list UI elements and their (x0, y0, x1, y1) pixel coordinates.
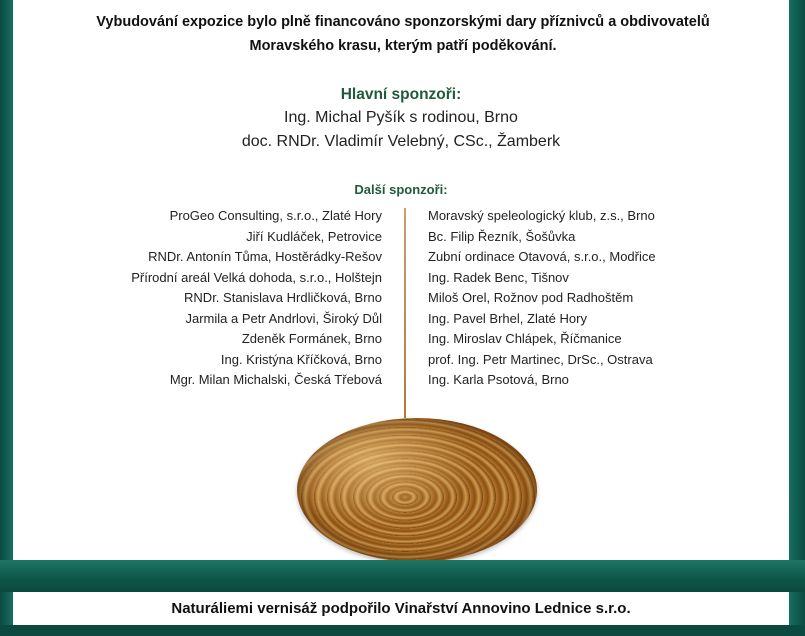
main-sponsor-item: doc. RNDr. Vladimír Velebný, CSc., Žamberk (241, 133, 561, 150)
sponsor-item: prof. Ing. Petr Martinec, DrSc., Ostrava (428, 351, 653, 367)
sponsor-item: Bc. Filip Řezník, Šošůvka (428, 228, 576, 244)
sponsor-item: RNDr. Stanislava Hrdličková, Brno (184, 290, 382, 305)
footer-text: Naturáliemi vernisáž podpořilo Vinařství Annovino Lednice s.r.o. (171, 600, 631, 617)
sponsor-item: Zdeněk Formánek, Brno (241, 331, 382, 346)
frame-right-border (789, 0, 805, 636)
frame-left-border (0, 0, 13, 636)
sponsor-item: RNDr. Antonín Tůma, Hostěrádky-Rešov (148, 249, 382, 264)
sponsor-item: Ing. Radek Benc, Tišnov (428, 269, 569, 285)
decorative-band (0, 560, 805, 592)
sponsor-item: Mgr. Milan Michalski, Česká Třebová (169, 372, 382, 387)
sponsor-item: Přírodní areál Velká dohoda, s.r.o., Holštejn (131, 269, 382, 285)
sponsor-item: Jarmila a Petr Andrlovi, Široký Důl (185, 310, 382, 326)
sponsor-item: Ing. Pavel Brhel, Zlaté Hory (428, 310, 587, 326)
main-sponsors-heading: Hlavní sponzoři: (340, 86, 462, 103)
intro-line-2: Moravského krasu, kterým patří poděkování. (249, 38, 557, 54)
sponsor-item: Miloš Orel, Rožnov pod Radhoštěm (428, 290, 634, 305)
sponsor-panel (13, 0, 789, 560)
sponsor-item: ProGeo Consulting, s.r.o., Zlaté Hory (169, 208, 382, 223)
other-sponsors-heading: Další sponzoři: (354, 182, 448, 197)
sponsor-item: Ing. Miroslav Chlápek, Říčmanice (428, 331, 622, 346)
sponsor-item: Jiří Kudláček, Petrovice (246, 228, 382, 244)
sponsor-item: Moravský speleologický klub, z.s., Brno (428, 208, 655, 223)
polished-stone-image (297, 418, 537, 562)
intro-line-1: Vybudování expozice bylo plně financováno sponzorskými dary příznivců a obdivovatelů (96, 14, 710, 30)
sponsor-item: Ing. Kristýna Kříčková, Brno (220, 351, 382, 367)
footer-box (13, 592, 789, 625)
column-divider (404, 208, 406, 418)
sponsor-item: Zubní ordinace Otavová, s.r.o., Modřice (428, 249, 656, 264)
sponsors-right-column (428, 206, 656, 391)
sponsor-item: Ing. Karla Psotová, Brno (428, 372, 569, 387)
main-sponsor-item: Ing. Michal Pyšík s rodinou, Brno (284, 109, 518, 126)
sponsors-left-column (131, 206, 382, 391)
bottom-strip (0, 625, 805, 636)
